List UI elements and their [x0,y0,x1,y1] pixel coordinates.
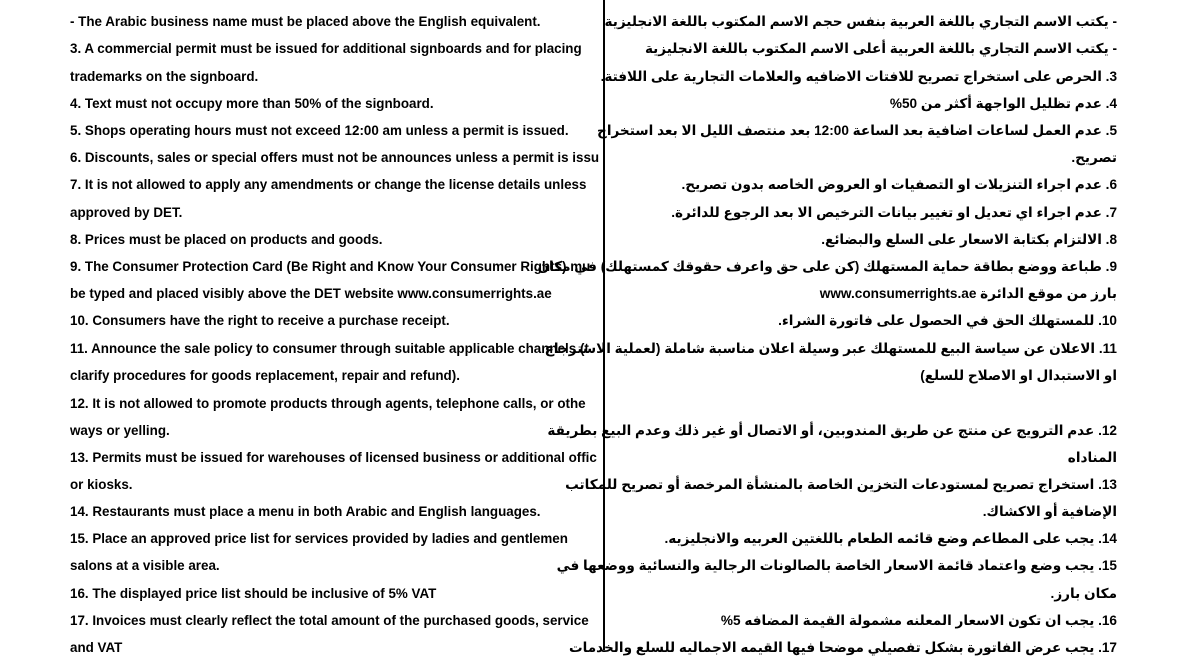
arabic-line: 6. عدم اجراء التنزيلات او التصفيات او العروض الخاصه بدون تصريح. [681,177,1117,192]
arabic-line: - يكتب الاسم التجاري باللغة العربية بنفس حجم الاسم المكتوب باللغة الانجليزية [604,14,1117,29]
arabic-line: 17. يجب عرض الفاتورة بشكل تفصيلي موضحا فيها القيمه الاجماليه للسلع والخدمات [568,640,1117,655]
arabic-line: تصريح. [1071,150,1117,165]
arabic-line: 8. الالتزام بكتابة الاسعار على السلع والبضائع. [821,232,1117,247]
english-line: 11. Announce the sale policy to consumer through suitable applicable channels (t [70,341,589,356]
english-line: approved by DET. [70,205,183,220]
arabic-line: 16. يجب ان تكون الاسعار المعلنه مشمولة القيمة المضافه 5% [720,613,1117,628]
arabic-line: 12. عدم الترويج عن منتج عن طريق المندوبين، أو الاتصال أو غير ذلك وعدم البيع بطريقة [547,423,1117,438]
english-line: - The Arabic business name must be placed above the English equivalent. [70,14,541,29]
english-line: 6. Discounts, sales or special offers must not be announces unless a permit is issu [70,150,600,165]
arabic-line: مكان بارز. [1050,586,1117,601]
english-line: 16. The displayed price list should be inclusive of 5% VAT [70,586,437,601]
english-line: 4. Text must not occupy more than 50% of the signboard. [70,96,434,111]
english-line: 17. Invoices must clearly reflect the total amount of the purchased goods, service [70,613,589,628]
english-line: and VAT [70,640,123,655]
arabic-line: 13. استخراج تصريح لمستودعات التخزين الخاصة بالمنشأة المرخصة أو تصريح للمكاتب [565,477,1117,492]
arabic-line: 7. عدم اجراء اي تعديل او تغيير بيانات الترخيص الا بعد الرجوع للدائرة. [671,205,1117,220]
english-line: 14. Restaurants must place a menu in both Arabic and English languages. [70,504,541,519]
arabic-line: 10. للمستهلك الحق في الحصول على فاتورة الشراء. [778,313,1117,328]
arabic-line: 14. يجب على المطاعم وضع قائمه الطعام باللغتين العربيه والانجليزيه. [664,531,1117,546]
arabic-line: 11. الاعلان عن سياسة البيع للمستهلك عبر وسيلة اعلان مناسبة شاملة (لعملية الاسترجاع [544,341,1117,356]
english-column [70,0,600,655]
arabic-line: - يكتب الاسم التجاري باللغة العربية أعلى الاسم المكتوب باللغة الانجليزية [644,41,1117,56]
english-line: 9. The Consumer Protection Card (Be Right and Know Your Consumer Rights) mu [70,259,591,274]
english-line: 8. Prices must be placed on products and goods. [70,232,383,247]
english-line: 10. Consumers have the right to receive a purchase receipt. [70,313,450,328]
arabic-line: 15. يجب وضع واعتماد قائمة الاسعار الخاصة بالصالونات الرجالية والنسائية ووضعها في [556,558,1117,573]
arabic-line: 4. عدم تظليل الواجهة أكثر من 50% [889,96,1117,111]
arabic-line: او الاستبدال او الاصلاح للسلع) [920,368,1117,383]
arabic-line: 3. الحرص على استخراج تصريح للافتات الاضافيه والعلامات التجارية على اللافتة. [600,69,1117,84]
arabic-line: بارز من موقع الدائرة www.consumerrights.ae [819,286,1117,301]
english-line: ways or yelling. [70,423,170,438]
english-line: 13. Permits must be issued for warehouses of licensed business or additional offic [70,450,597,465]
arabic-line: المناداه [1067,450,1117,465]
arabic-line: 9. طباعة ووضع بطاقة حماية المستهلك (كن على حق واعرف حقوقك كمستهلك) في مكان [537,259,1117,274]
arabic-line: 5. عدم العمل لساعات اضافية بعد الساعة 12:00 بعد منتصف الليل الا بعد استخراج [597,123,1117,138]
arabic-column [537,0,1117,655]
english-line: be typed and placed visibly above the DET website www.consumerrights.ae [70,286,552,301]
english-line: 15. Place an approved price list for services provided by ladies and gentlemen [70,531,568,546]
english-line: trademarks on the signboard. [70,69,259,84]
english-line: 3. A commercial permit must be issued for additional signboards and for placing [70,41,582,56]
english-line: clarify procedures for goods replacement, repair and refund). [70,368,460,383]
english-line: 12. It is not allowed to promote products through agents, telephone calls, or othe [70,396,586,411]
english-line: 5. Shops operating hours must not exceed 12:00 am unless a permit is issued. [70,123,569,138]
english-line: or kiosks. [70,477,133,492]
arabic-line: الإضافية أو الاكشاك. [982,504,1117,519]
english-line: 7. It is not allowed to apply any amendments or change the license details unless [70,177,587,192]
english-line: salons at a visible area. [70,558,220,573]
